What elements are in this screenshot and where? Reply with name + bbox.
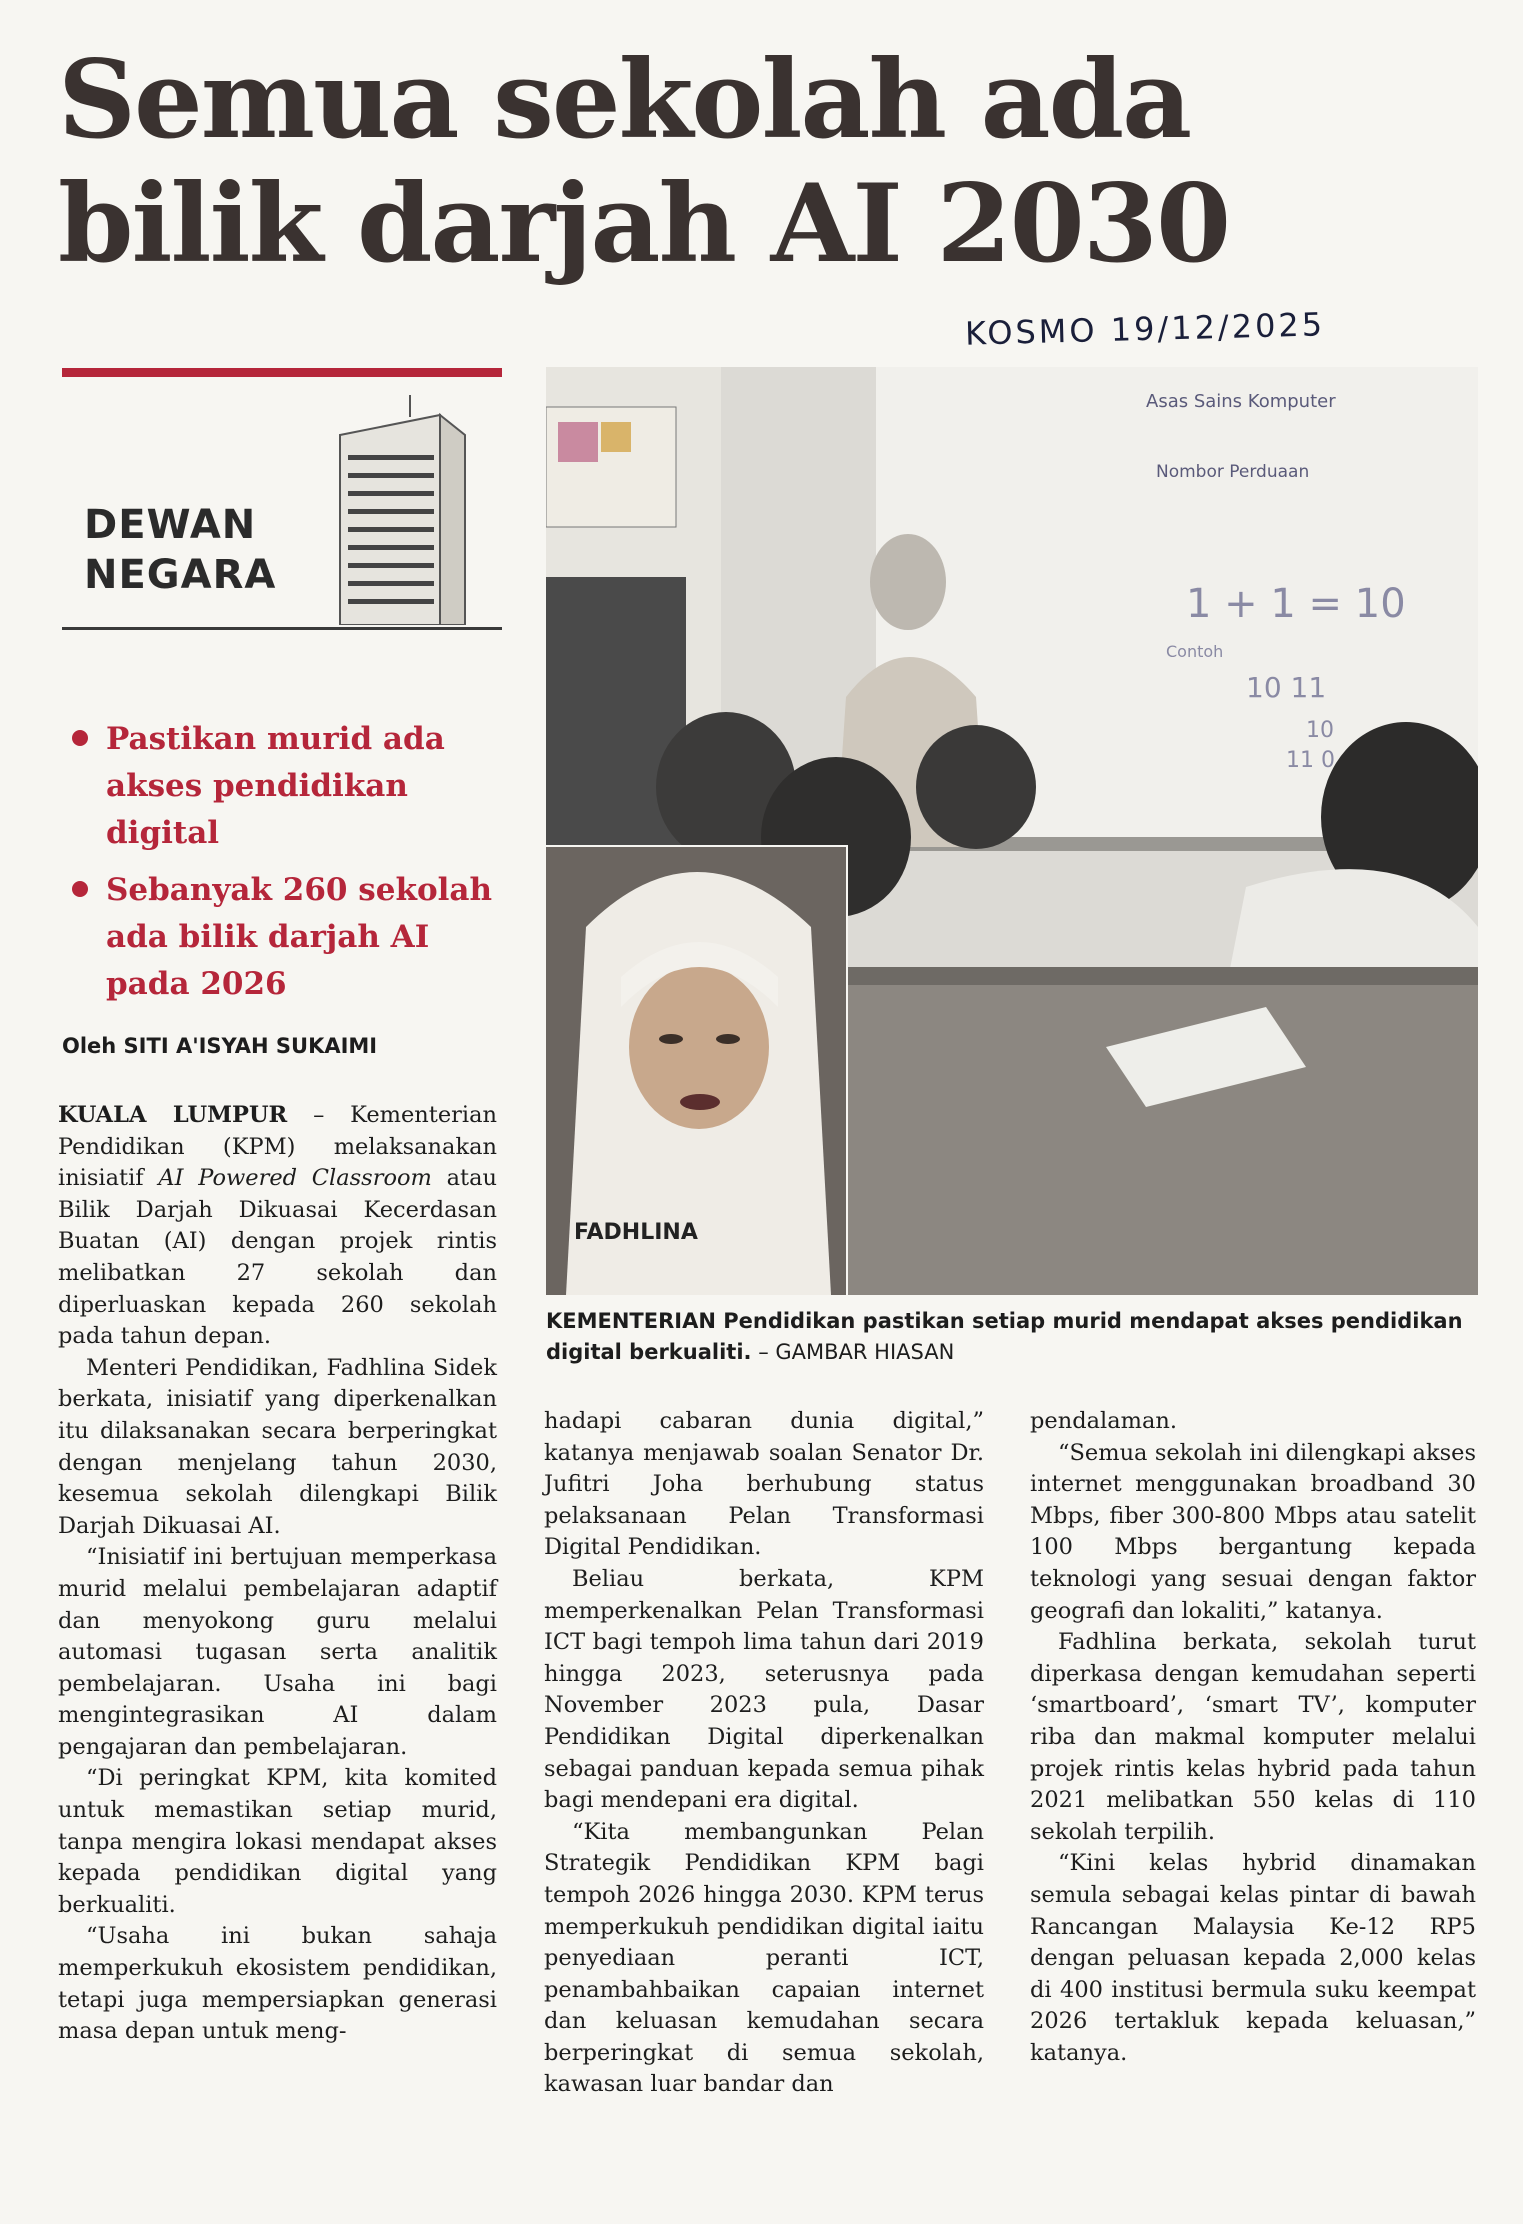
dateline: KUALA LUMPUR: [58, 1102, 288, 1128]
paragraph: “Usaha ini bukan sahaja memperkukuh ekosistem pendidikan, tetapi juga mempersiapkan generasi masa depan untuk meng-: [58, 1923, 497, 2045]
article-column-2: [544, 1406, 984, 2101]
highlight-text: Sebanyak 260 sekolah ada bilik darjah AI pada 2026: [106, 872, 493, 1002]
paragraph: “Di peringkat KPM, kita komited untuk memastikan setiap murid, tanpa mengira lokasi mendapat akses kepada pendidikan digital yang berkualiti.: [58, 1765, 497, 1918]
paragraph: Beliau berkata, KPM memperkenalkan Pelan Transformasi ICT bagi tempoh lima tahun dari 2019 hingga 2023, seterusnya pada November 2023 pula, Dasar Pendidikan Digital diperkenalkan sebagai panduan kepada semua pihak bagi mendepani era digital.: [544, 1565, 984, 1814]
headline: Semua sekolah ada bilik darjah AI 2030: [58, 37, 1230, 287]
section-label-line2: NEGARA: [84, 552, 277, 598]
classroom-photo: [546, 367, 1478, 1295]
section-label-line1: DEWAN: [84, 502, 257, 548]
board-text-number: 11 0: [1286, 748, 1335, 773]
paragraph: Fadhlina berkata, sekolah turut diperkasa dengan kemudahan seperti ‘smartboard’, ‘smart TV’, komputer riba dan makmal komputer melalui projek rintis kelas hybrid pada tahun 2021 melibatkan 550 kelas di 110 sekolah terpilih.: [1030, 1629, 1476, 1845]
paragraph-text: – Kementerian Pendidikan (KPM) melaksanakan inisiatif: [58, 1102, 497, 1192]
highlight-item: [66, 716, 506, 857]
board-text-subtitle: Nombor Perduaan: [1156, 462, 1310, 482]
board-text-title: Asas Sains Komputer: [1146, 391, 1336, 412]
highlight-text: Pastikan murid ada akses pendidikan digital: [106, 721, 445, 851]
caption-credit: – GAMBAR HIASAN: [758, 1340, 955, 1364]
section-label: [84, 500, 276, 600]
highlights-list: [66, 716, 506, 1018]
board-text-number: 10: [1306, 718, 1334, 743]
board-text-number: 10 11: [1246, 671, 1327, 704]
board-text-equation: 1 + 1 = 10: [1186, 581, 1406, 627]
paragraph: “Semua sekolah ini dilengkapi akses internet menggunakan broadband 30 Mbps, fiber 300-800 Mbps atau satelit 100 Mbps bergantung kepada teknologi yang sesuai dengan faktor geografi dan lokaliti,” katanya.: [1030, 1439, 1476, 1624]
photo-caption: [546, 1306, 1481, 1368]
section-top-rule: [62, 368, 502, 377]
paragraph: hadapi cabaran dunia digital,” katanya menjawab soalan Senator Dr. Jufitri Joha berhubung status pelaksanaan Pelan Transformasi Digital Pendidikan.: [544, 1408, 984, 1561]
paragraph: [58, 1100, 497, 1353]
article-photo: [546, 367, 1478, 1295]
highlight-item: [66, 867, 506, 1008]
handwritten-date-note: KOSMO 19/12/2025: [964, 305, 1326, 353]
paragraph: “Kita membangunkan Pelan Strategik Pendidikan KPM bagi tempoh 2026 hingga 2030. KPM terus memperkukuh pendidikan digital iaitu penyediaan peranti ICT, penambahbaikan capaian internet dan keluasan kemudahan secara berperingkat di semua sekolah, kawasan luar bandar dan: [544, 1818, 984, 2098]
bullet-dot-icon: [72, 730, 88, 746]
paragraph: “Kini kelas hybrid dinamakan semula sebagai kelas pintar di bawah Rancangan Malaysia Ke-12 RP5 dengan peluasan kepada 2,000 kelas di 400 institusi bermula suku keempat 2026 tertakluk kepada keluasan,” katanya.: [1030, 1850, 1476, 2066]
bullet-dot-icon: [72, 881, 88, 897]
article-column-1: [58, 1100, 497, 2048]
caption-text: KEMENTERIAN Pendidikan pastikan setiap murid mendapat akses pendidikan digital berkualiti.: [546, 1309, 1463, 1364]
parliament-building-icon: [330, 395, 470, 625]
section-bottom-rule: [62, 627, 502, 630]
paragraph: pendalaman.: [1030, 1408, 1178, 1434]
board-text-example: Contoh: [1166, 642, 1224, 661]
paragraph-italic: AI Powered Classroom: [158, 1165, 432, 1192]
paragraph: “Inisiatif ini bertujuan memperkasa murid melalui pembelajaran adaptif dan menyokong guru melalui automasi tugasan serta analitik pembelajaran. Usaha ini bagi mengintegrasikan AI dalam pengajaran dan pembelajaran.: [58, 1544, 497, 1760]
article-column-3: [1030, 1406, 1476, 2069]
paragraph-text: atau Bilik Darjah Dikuasai Kecerdasan Buatan (AI) dengan projek rintis melibatkan 27 sekolah dan diperluaskan kepada 260 sekolah pada tahun depan.: [58, 1165, 497, 1350]
photo-inset-label: FADHLINA: [574, 1220, 698, 1245]
paragraph: Menteri Pendidikan, Fadhlina Sidek berkata, inisiatif yang diperkenalkan itu dilaksanakan secara berperingkat dengan menjelang tahun 2030, kesemua sekolah dilengkapi Bilik Darjah Dikuasai AI.: [58, 1354, 497, 1539]
byline: Oleh SITI A'ISYAH SUKAIMI: [62, 1034, 378, 1058]
